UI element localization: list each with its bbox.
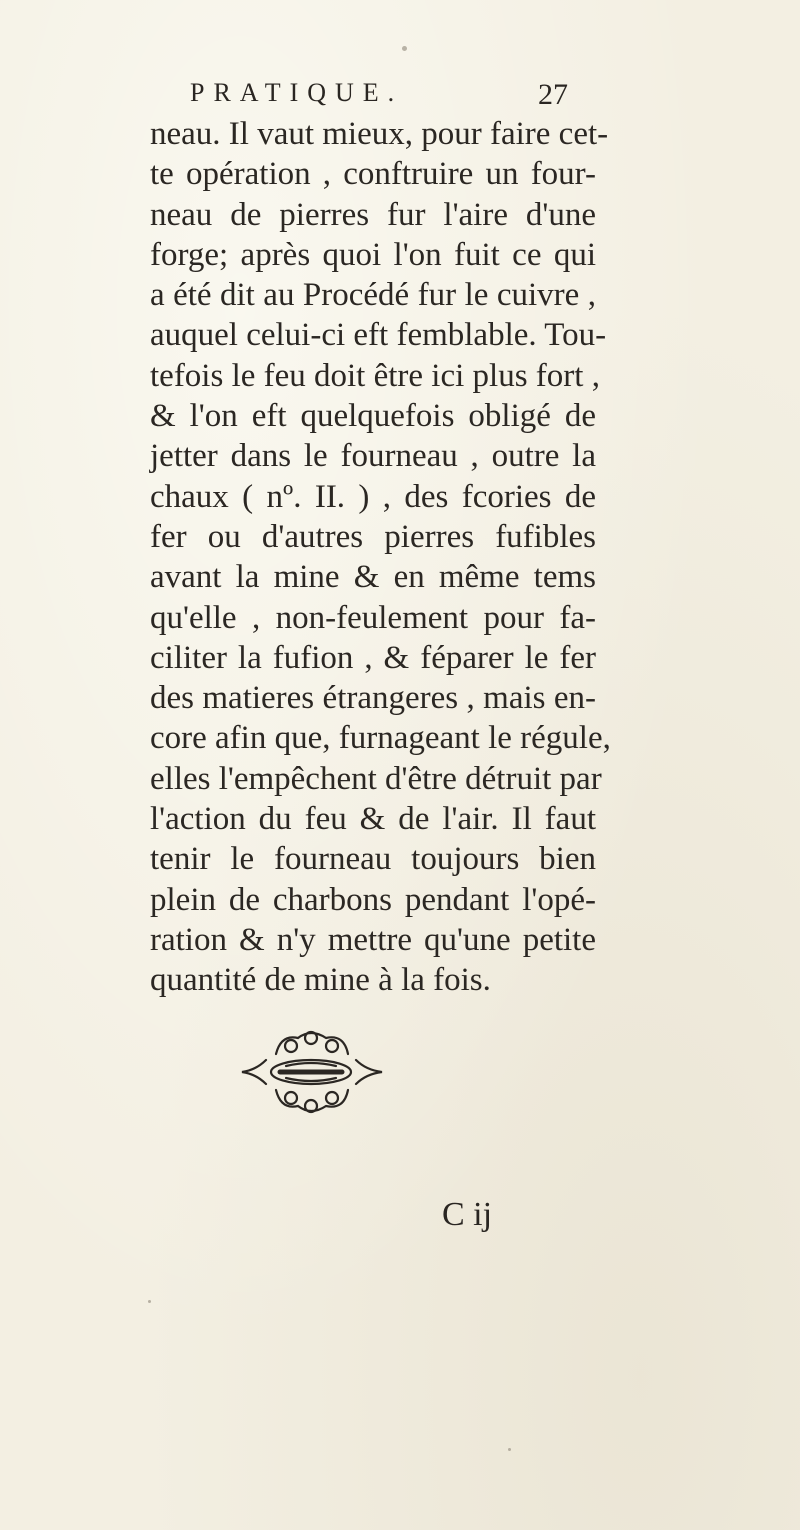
text-line: elles l'empêchent d'être détruit par [150,760,602,797]
text-line: l'action du feu & de l'air. Il faut [150,801,596,838]
body-paragraph [150,114,611,1001]
text-line: & l'on eft quelquefois obligé de [150,398,596,435]
text-line: tefois le feu doit être ici plus fort , [150,357,600,394]
text-line: neau de pierres fur l'aire d'une [150,196,596,233]
text-line: avant la mine & en même tems [150,559,596,596]
text-line: ration & n'y mettre qu'une petite [150,921,596,958]
page-number: 27 [538,78,568,111]
text-line: des matieres étrangeres , mais en- [150,680,596,717]
text-line: core afin que, furnageant le régule, [150,720,611,757]
paper-speck [402,46,407,51]
text-line: qu'elle , non-feulement pour fa- [150,599,596,636]
text-line: auquel celui-ci eft femblable. Tou- [150,317,607,354]
text-line: te opération , conftruire un four- [150,156,596,193]
text-line: a été dit au Procédé fur le cuivre , [150,277,596,314]
paper-speck [148,1300,151,1303]
text-line: plein de charbons pendant l'opé- [150,881,596,918]
text-line: jetter dans le fourneau , outre la [150,438,596,475]
text-line: neau. Il vaut mieux, pour faire cet- [150,116,609,152]
fleuron-ornament-icon [236,1024,386,1120]
running-title: PRATIQUE. [190,78,404,107]
text-line: quantité de mine à la fois. [150,962,491,999]
signature-mark: C ij [442,1196,493,1233]
paper-speck [508,1448,511,1451]
text-line: fer ou d'autres pierres fufibles [150,518,596,555]
text-line: chaux ( nº. II. ) , des fcories de [150,478,596,515]
text-line: forge; après quoi l'on fuit ce qui [150,236,596,273]
text-line: ciliter la fufion , & féparer le fer [150,639,596,676]
text-line: tenir le fourneau toujours bien [150,841,596,878]
